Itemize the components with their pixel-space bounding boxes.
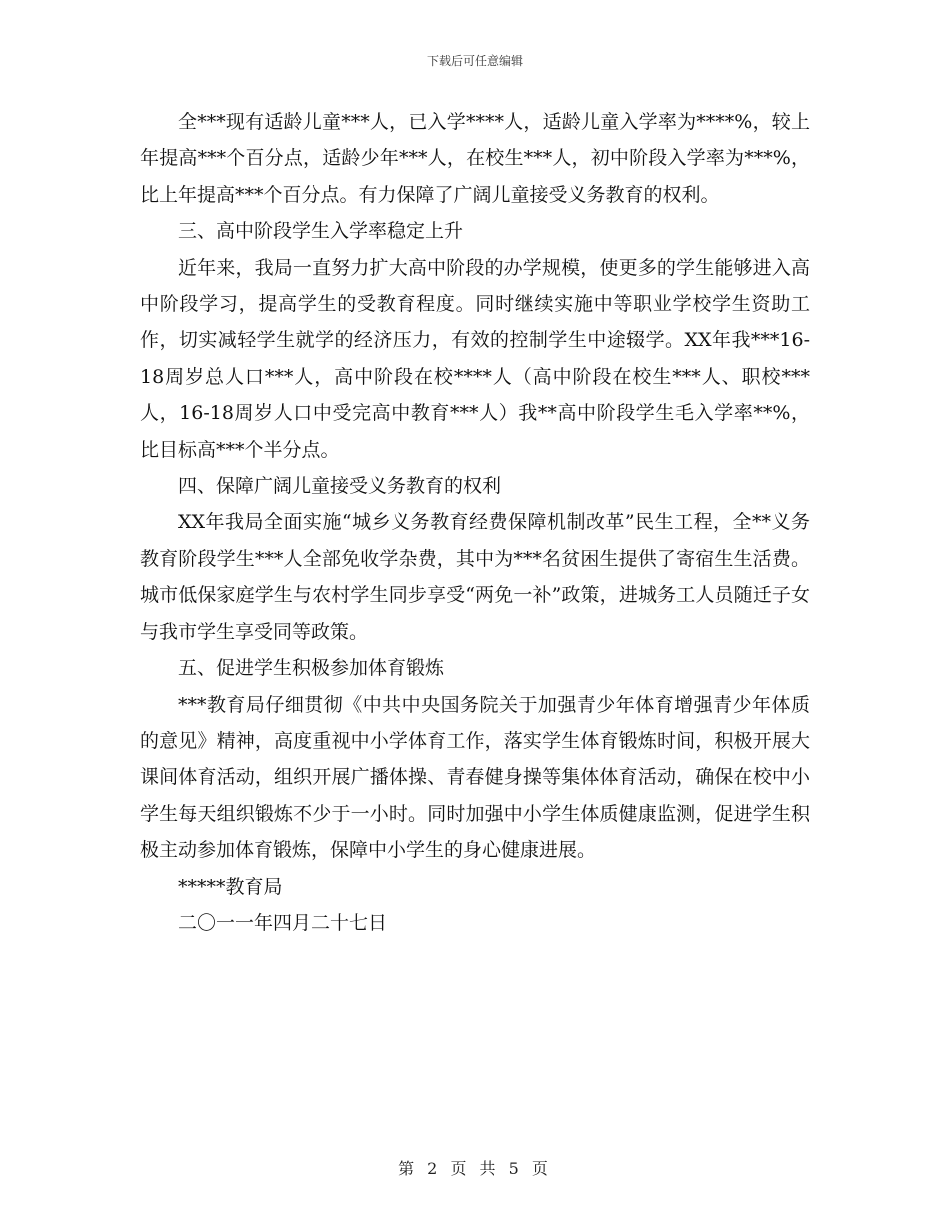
paragraph-compulsory-education: XX年我局全面实施“城乡义务教育经费保障机制改革”民生工程，全**义务教育阶段学生***人全部免收学杂费，其中为***名贫困生提供了寄宿生生活费。城市低保家庭学生与农村学生同步享受“两免一补”政策，进城务工人员随迁子女与我市学生享受同等政策。	[140, 511, 810, 643]
paragraph-enrollment-stats: 全***现有适龄儿童***人，已入学****人，适龄儿童入学率为****%，较上年提高***个百分点，适龄少年***人，在校生***人，初中阶段入学率为***%，比上年提高***个百分点。有力保障了广阔儿童接受义务教育的权利。	[140, 111, 810, 206]
document-body	[140, 104, 810, 941]
page-header-note: 下载后可任意编辑	[426, 54, 523, 68]
section-heading-3: 三、高中阶段学生入学率稳定上升	[178, 220, 464, 243]
section-heading-4: 四、保障广阔儿童接受义务教育的权利	[178, 475, 502, 498]
paragraph-physical-education: ***教育局仔细贯彻《中共中央国务院关于加强青少年体育增强青少年体质的意见》精神，高度重视中小学体育工作，落实学生体育锻炼时间，积极开展大课间体育活动，组织开展广播体操、青春健身操等集体体育活动，确保在校中小学生每天组织锻炼不少于一小时。同时加强中小学生体质健康监测，促进学生积极主动参加体育锻炼，保障中小学生的身心健康进展。	[140, 693, 810, 862]
page-number-footer: 第 2 页 共 5 页	[398, 1159, 552, 1178]
signature-organization: *****教育局	[178, 875, 283, 898]
paragraph-high-school: 近年来，我局一直努力扩大高中阶段的办学规模，使更多的学生能够进入高中阶段学习，提高学生的受教育程度。同时继续实施中等职业学校学生资助工作，切实减轻学生就学的经济压力，有效的控制学生中途辍学。XX年我***16-18周岁总人口***人，高中阶段在校****人（高中阶段在校生***人、职校***人，16-18周岁人口中受完高中教育***人）我**高中阶段学生毛入学率**%，比目标高***个半分点。	[140, 256, 810, 461]
signature-date: 二〇一一年四月二十七日	[178, 911, 388, 934]
section-heading-5: 五、促进学生积极参加体育锻炼	[178, 657, 445, 680]
